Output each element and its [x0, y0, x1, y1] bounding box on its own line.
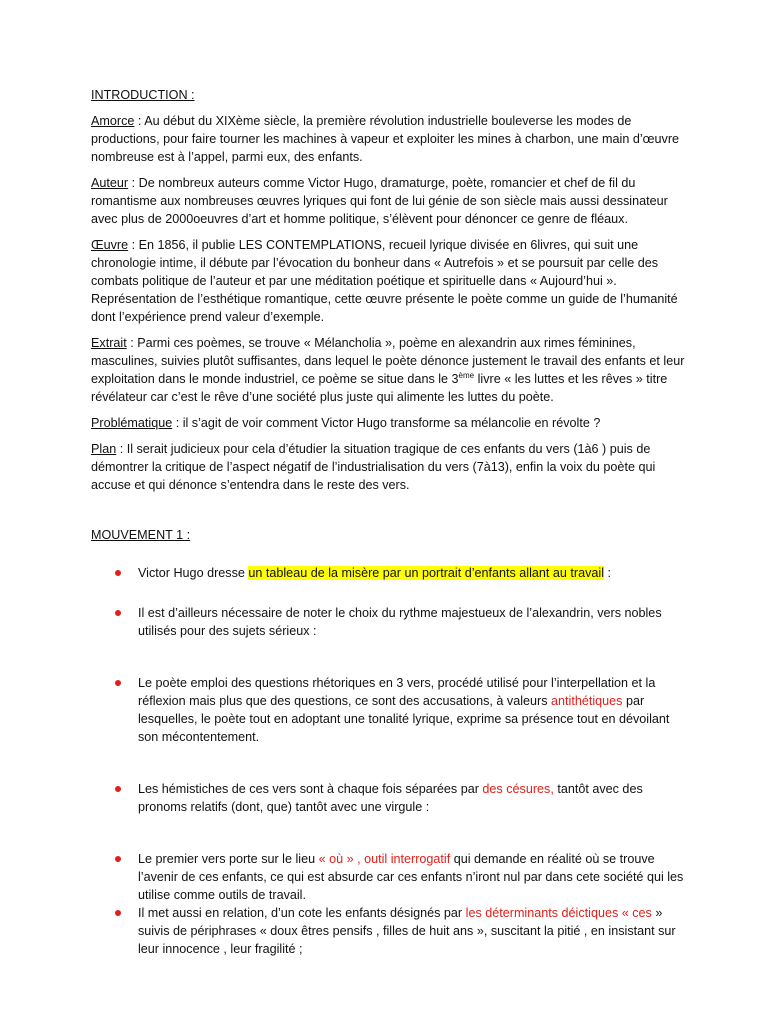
bullet-text: Les hémistiches de ces vers sont à chaque fois séparées par: [138, 782, 483, 796]
bullet-icon: [115, 610, 121, 616]
auteur-label: Auteur: [91, 176, 129, 190]
bullet-text: qui demande en réalité où se trouve l’avenir de ces enfants, ce qui est absurde car ces enfants n’iront nul par dans cete société qui les utilise comme outils de travail.: [138, 852, 684, 902]
extrait-superscript: ème: [458, 370, 475, 380]
auteur-text: : De nombreux auteurs comme Victor Hugo, dramaturge, poète, romancier et chef de fil du romantisme aux nombreuses œuvres lyriques qui font de lui génie de son siècle mais aussi dessinateur avec plus de 2000oeuvres d’art et homme politique, s’élèvent pour dénoncer ce genre de fléaux.: [91, 176, 668, 226]
plan-text: : Il serait judicieux pour cela d’étudier la situation tragique de ces enfants du vers (1à6 ) puis de démontrer la critique de l’aspect négatif de l’industrialisation du vers (7à13), enfin la voix du poète qui accuse et qui dénonce s’entendra dans le reste des vers.: [91, 442, 656, 492]
plan-paragraph: [91, 440, 686, 494]
oeuvre-text: : En 1856, il publie LES CONTEMPLATIONS, recueil lyrique divisée en 6livres, qui suit une chronologie intime, il débute par l’évocation du bonheur dans « Autrefois » et se poursuit par celle des combats politique de l’auteur et par une méditation poétique et spirituelle dans « Aujourd’hui ». Représentation de l’esthétique romantique, cette œuvre présente le poète comme un guide de l’humanité dont l’expérience prend valeur d’exemple.: [91, 238, 678, 324]
bullet-icon: [115, 856, 121, 862]
bullet-text: Le premier vers porte sur le lieu: [138, 852, 319, 866]
red-emphasis-text: « où » , outil interrogatif: [318, 852, 451, 866]
list-item: [91, 674, 686, 746]
list-item: [91, 564, 686, 582]
list-item: [91, 604, 686, 640]
problematique-paragraph: [91, 414, 686, 432]
extrait-text-a: : Parmi ces poèmes, se trouve « Mélancholia », poème en alexandrin aux rimes féminines, masculines, suivies plutôt suffisantes, dans lequel le poète dénonce justement le travail des enfants et leur exploitation dans le monde industriel, ce poème se situe dans le 3: [91, 336, 685, 386]
bullet-text: Il est d’ailleurs nécessaire de noter le choix du rythme majestueux de l’alexandrin, vers nobles utilisés pour des sujets sérieux :: [138, 606, 662, 638]
amorce-text: : Au début du XIXème siècle, la première révolution industrielle bouleverse les modes de productions, pour faire tourner les machines à vapeur et exploiter les mines à charbon, une main d’œuvre nombreuse est à l’appel, parmi eux, des enfants.: [91, 114, 680, 164]
mouvement-1-bullet-list: [91, 564, 686, 958]
list-item: [91, 904, 686, 958]
auteur-paragraph: [91, 174, 686, 228]
problematique-text: : il s’agit de voir comment Victor Hugo transforme sa mélancolie en révolte ?: [172, 416, 601, 430]
extrait-paragraph: [91, 334, 686, 406]
amorce-label: Amorce: [91, 114, 135, 128]
highlighted-text: un tableau de la misère par un portrait d’enfants allant au travail: [248, 566, 605, 580]
bullet-text: Le poète emploi des questions rhétoriques en 3 vers, procédé utilisé pour l’interpellation et la réflexion mais plus que des questions, ce sont des accusations, à valeurs: [138, 676, 656, 708]
mouvement-1-heading: MOUVEMENT 1 :: [91, 528, 191, 542]
oeuvre-label: Œuvre: [91, 238, 129, 252]
extrait-label: Extrait: [91, 336, 127, 350]
red-emphasis-text: des césures,: [482, 782, 554, 796]
extrait-text-b: livre « les luttes et les rêves » titre révélateur car c’est le rêve d’une société plus juste qui alimente les luttes du poète.: [91, 372, 668, 404]
introduction-heading: INTRODUCTION :: [91, 88, 195, 102]
bullet-text: Victor Hugo dresse: [138, 566, 249, 580]
red-emphasis-text: les déterminants déictiques « ces: [465, 906, 652, 920]
bullet-text: Il met aussi en relation, d’un cote les enfants désignés par: [138, 906, 466, 920]
red-emphasis-text: antithétiques: [551, 694, 623, 708]
bullet-text: par lesquelles, le poète tout en adoptant une tonalité lyrique, exprime sa présence tout en dévoilant son mécontentement.: [138, 694, 670, 744]
bullet-icon: [115, 910, 121, 916]
bullet-text: » suivis de périphrases « doux êtres pensifs , filles de huit ans », suscitant la pitié , en insistant sur leur innocence , leur fragilité ;: [138, 906, 676, 956]
list-item: [91, 780, 686, 816]
problematique-label: Problématique: [91, 416, 173, 430]
amorce-paragraph: [91, 112, 686, 166]
bullet-text: :: [604, 566, 612, 580]
bullet-icon: [115, 570, 121, 576]
plan-label: Plan: [91, 442, 117, 456]
oeuvre-paragraph: [91, 236, 686, 326]
bullet-text: tantôt avec des pronoms relatifs (dont, que) tantôt avec une virgule :: [138, 782, 643, 814]
list-item: [91, 850, 686, 904]
bullet-icon: [115, 786, 121, 792]
bullet-icon: [115, 680, 121, 686]
